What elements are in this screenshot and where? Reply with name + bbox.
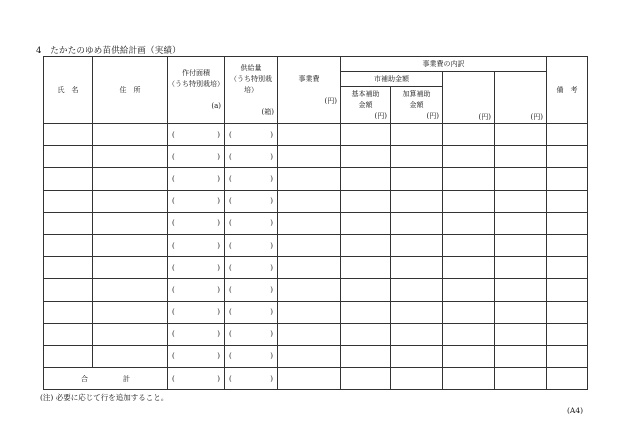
cell-remarks[interactable] <box>547 301 588 323</box>
cell-name[interactable] <box>44 146 93 168</box>
cell-remarks[interactable] <box>547 190 588 212</box>
cell-supply[interactable]: ( ) <box>225 301 278 323</box>
cell-basic[interactable] <box>341 234 391 256</box>
cell-supply[interactable]: ( ) <box>225 234 278 256</box>
cell-extra[interactable] <box>391 234 443 256</box>
cell-supply[interactable]: ( ) <box>225 124 278 146</box>
cell-remarks[interactable] <box>547 234 588 256</box>
cell-area[interactable]: ( ) <box>168 146 225 168</box>
cell-extra[interactable] <box>391 279 443 301</box>
cell-area[interactable]: ( ) <box>168 301 225 323</box>
cell-col-b[interactable] <box>495 279 547 301</box>
cell-extra[interactable] <box>391 345 443 367</box>
cell-col-a[interactable] <box>443 323 495 345</box>
cell-address[interactable] <box>93 168 168 190</box>
cell-name[interactable] <box>44 301 93 323</box>
header-remarks: 備 考 <box>547 57 588 124</box>
header-basic-subsidy: 基本補助 金額 (円) <box>341 87 391 124</box>
table-row <box>44 323 588 345</box>
header-address: 住 所 <box>93 57 168 124</box>
cell-col-b[interactable] <box>495 345 547 367</box>
cell-cost[interactable] <box>278 257 341 279</box>
cell-extra[interactable] <box>391 124 443 146</box>
cell-address[interactable] <box>93 234 168 256</box>
cell-supply[interactable]: ( ) <box>225 323 278 345</box>
cell-area[interactable]: ( ) <box>168 257 225 279</box>
cell-address[interactable] <box>93 212 168 234</box>
cell-area[interactable]: ( ) <box>168 323 225 345</box>
cell-remarks[interactable] <box>547 323 588 345</box>
cell-address[interactable] <box>93 257 168 279</box>
cell-extra[interactable] <box>391 168 443 190</box>
cell-remarks[interactable] <box>547 212 588 234</box>
cell-cost[interactable] <box>278 146 341 168</box>
cell-basic[interactable] <box>341 190 391 212</box>
cell-col-b[interactable] <box>495 168 547 190</box>
header-supply: 供給量 （うち特別栽培） (箱) <box>225 57 278 124</box>
cell-col-b[interactable] <box>495 301 547 323</box>
cell-name[interactable] <box>44 279 93 301</box>
cell-col-a[interactable] <box>443 190 495 212</box>
cell-col-a[interactable] <box>443 212 495 234</box>
cell-extra[interactable] <box>391 301 443 323</box>
cell-basic[interactable] <box>341 323 391 345</box>
table-row <box>44 124 588 146</box>
cell-extra[interactable] <box>391 323 443 345</box>
cell-col-a[interactable] <box>443 146 495 168</box>
total-basic[interactable] <box>341 368 391 390</box>
cell-area[interactable]: ( ) <box>168 279 225 301</box>
cell-col-a[interactable] <box>443 234 495 256</box>
header-area: 作付面積 （うち特別栽培） (a) <box>168 57 225 124</box>
cell-basic[interactable] <box>341 301 391 323</box>
cell-col-b[interactable] <box>495 234 547 256</box>
cell-supply[interactable]: ( ) <box>225 168 278 190</box>
table-row <box>44 168 588 190</box>
cell-supply[interactable]: ( ) <box>225 279 278 301</box>
cell-name[interactable] <box>44 257 93 279</box>
cell-cost[interactable] <box>278 124 341 146</box>
cell-address[interactable] <box>93 190 168 212</box>
total-row <box>44 368 588 390</box>
cell-col-a[interactable] <box>443 279 495 301</box>
header-breakdown-col-b: (円) <box>495 72 547 124</box>
supply-plan-table <box>43 56 588 390</box>
table-row <box>44 301 588 323</box>
cell-address[interactable] <box>93 301 168 323</box>
cell-name[interactable] <box>44 212 93 234</box>
cell-col-b[interactable] <box>495 190 547 212</box>
cell-remarks[interactable] <box>547 168 588 190</box>
cell-area[interactable]: ( ) <box>168 234 225 256</box>
cell-area[interactable]: ( ) <box>168 168 225 190</box>
total-remarks[interactable] <box>547 368 588 390</box>
cell-basic[interactable] <box>341 124 391 146</box>
header-cost: 事業費 (円) <box>278 57 341 124</box>
cell-address[interactable] <box>93 279 168 301</box>
cell-cost[interactable] <box>278 234 341 256</box>
cell-remarks[interactable] <box>547 279 588 301</box>
total-label: 合 計 <box>44 368 168 390</box>
cell-col-b[interactable] <box>495 257 547 279</box>
cell-col-a[interactable] <box>443 168 495 190</box>
cell-supply[interactable]: ( ) <box>225 190 278 212</box>
cell-supply[interactable]: ( ) <box>225 212 278 234</box>
cell-name[interactable] <box>44 323 93 345</box>
cell-col-a[interactable] <box>443 345 495 367</box>
header-name: 氏 名 <box>44 57 93 124</box>
cell-extra[interactable] <box>391 257 443 279</box>
cell-supply[interactable]: ( ) <box>225 345 278 367</box>
table-row <box>44 345 588 367</box>
cell-col-a[interactable] <box>443 124 495 146</box>
table-row <box>44 190 588 212</box>
cell-remarks[interactable] <box>547 257 588 279</box>
cell-area[interactable]: ( ) <box>168 124 225 146</box>
cell-basic[interactable] <box>341 279 391 301</box>
table-row <box>44 146 588 168</box>
cell-basic[interactable] <box>341 345 391 367</box>
section-title: 4 たかたのゆめ苗供給計画（実績） <box>36 46 181 56</box>
header-extra-subsidy: 加算補助 金額 (円) <box>391 87 443 124</box>
cell-col-b[interactable] <box>495 323 547 345</box>
cell-cost[interactable] <box>278 168 341 190</box>
header-breakdown-col-a: (円) <box>443 72 495 124</box>
cell-name[interactable] <box>44 124 93 146</box>
cell-basic[interactable] <box>341 257 391 279</box>
cell-name[interactable] <box>44 345 93 367</box>
cell-cost[interactable] <box>278 345 341 367</box>
cell-name[interactable] <box>44 234 93 256</box>
cell-address[interactable] <box>93 146 168 168</box>
footnote: (注) 必要に応じて行を追加すること。 <box>40 393 169 402</box>
cell-col-b[interactable] <box>495 146 547 168</box>
cell-extra[interactable] <box>391 190 443 212</box>
table-row <box>44 279 588 301</box>
cell-supply[interactable]: ( ) <box>225 146 278 168</box>
cell-supply[interactable]: ( ) <box>225 257 278 279</box>
header-city-subsidy: 市補助金額 <box>341 72 443 87</box>
cell-address[interactable] <box>93 345 168 367</box>
total-col-b[interactable] <box>495 368 547 390</box>
cell-col-a[interactable] <box>443 257 495 279</box>
total-col-a[interactable] <box>443 368 495 390</box>
table-row <box>44 212 588 234</box>
cell-area[interactable]: ( ) <box>168 190 225 212</box>
cell-basic[interactable] <box>341 146 391 168</box>
header-breakdown: 事業費の内訳 <box>341 57 547 72</box>
cell-col-a[interactable] <box>443 301 495 323</box>
total-supply[interactable]: ( ) <box>225 368 278 390</box>
cell-cost[interactable] <box>278 323 341 345</box>
cell-basic[interactable] <box>341 212 391 234</box>
cell-cost[interactable] <box>278 212 341 234</box>
total-cost[interactable] <box>278 368 341 390</box>
cell-extra[interactable] <box>391 146 443 168</box>
total-extra[interactable] <box>391 368 443 390</box>
cell-name[interactable] <box>44 190 93 212</box>
cell-name[interactable] <box>44 168 93 190</box>
cell-extra[interactable] <box>391 212 443 234</box>
cell-remarks[interactable] <box>547 146 588 168</box>
cell-address[interactable] <box>93 323 168 345</box>
cell-cost[interactable] <box>278 190 341 212</box>
cell-remarks[interactable] <box>547 124 588 146</box>
cell-area[interactable]: ( ) <box>168 345 225 367</box>
page-number: (A4) <box>567 406 584 415</box>
cell-area[interactable]: ( ) <box>168 212 225 234</box>
cell-cost[interactable] <box>278 301 341 323</box>
cell-address[interactable] <box>93 124 168 146</box>
cell-col-b[interactable] <box>495 124 547 146</box>
cell-basic[interactable] <box>341 168 391 190</box>
total-area[interactable]: ( ) <box>168 368 225 390</box>
cell-remarks[interactable] <box>547 345 588 367</box>
table-row <box>44 234 588 256</box>
table-row <box>44 257 588 279</box>
cell-cost[interactable] <box>278 279 341 301</box>
cell-col-b[interactable] <box>495 212 547 234</box>
